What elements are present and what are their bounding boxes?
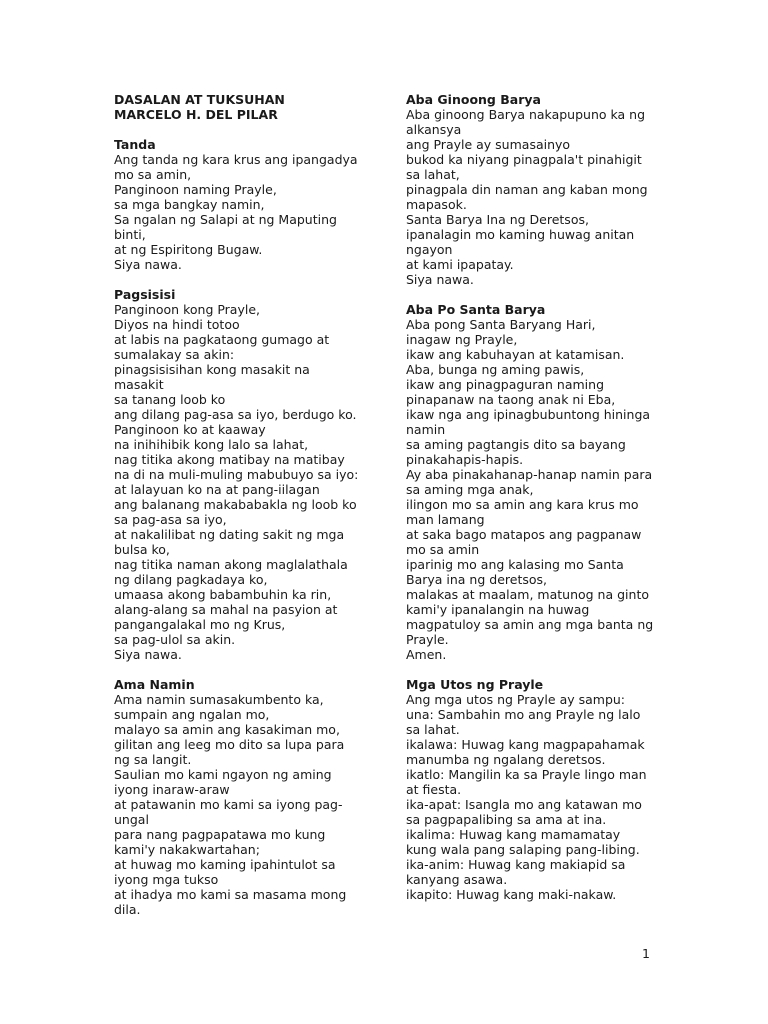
text-line: ang Prayle ay sumasainyo (406, 137, 571, 152)
text-line: sa aming mga anak, (406, 482, 534, 497)
right-sections (406, 92, 664, 902)
text-line: ng dilang pagkadaya ko, (114, 572, 268, 587)
prayer-section (114, 677, 374, 917)
text-line: at lalayuan ko na at pang-iilagan (114, 482, 320, 497)
text-line: sa tanang loob ko (114, 392, 226, 407)
text-line: Saulian mo kami ngayon ng aming (114, 767, 332, 782)
text-line: nag titika naman akong maglalathala (114, 557, 348, 572)
text-line: umaasa akong babambuhin ka rin, (114, 587, 332, 602)
text-line: sa pag-asa sa iyo, (114, 512, 227, 527)
section-title: Tanda (114, 137, 156, 152)
text-line: Ama namin sumasakumbento ka, (114, 692, 324, 707)
text-line: kami'y nakakwartahan; (114, 842, 260, 857)
text-line: mo sa amin, (114, 167, 192, 182)
text-line: Aba ginoong Barya nakapupuno ka ng (406, 107, 646, 122)
text-line: namin (406, 422, 446, 437)
text-line: kami'y ipanalangin na huwag (406, 602, 590, 617)
text-line: alang-alang sa mahal na pasyion at (114, 602, 338, 617)
text-line: sumpain ang ngalan mo, (114, 707, 270, 722)
text-line: sa pag-ulol sa akin. (114, 632, 236, 647)
text-line: alkansya (406, 122, 462, 137)
text-line: masakit (114, 377, 164, 392)
text-line: at nakalilibat ng dating sakit ng mga (114, 527, 345, 542)
text-line: iyong inaraw-araw (114, 782, 230, 797)
text-line: Amen. (406, 647, 447, 662)
page-number: 1 (642, 946, 650, 961)
text-line: binti, (114, 227, 146, 242)
text-line: at huwag mo kaming ipahintulot sa (114, 857, 336, 872)
text-line: ang balanang makababakla ng loob ko (114, 497, 357, 512)
text-line: Prayle. (406, 632, 449, 647)
section-title: Aba Ginoong Barya (406, 92, 541, 107)
text-line: Santa Barya Ina ng Deretsos, (406, 212, 589, 227)
text-line: ika-apat: Isangla mo ang katawan mo (406, 797, 642, 812)
section-title: Mga Utos ng Prayle (406, 677, 544, 692)
text-line: at ihadya mo kami sa masama mong (114, 887, 347, 902)
text-line: sumalakay sa akin: (114, 347, 235, 362)
text-line: pinakahapis-hapis. (406, 452, 524, 467)
text-line: Barya ina ng deretsos, (406, 572, 547, 587)
text-line: pinagsisisihan kong masakit na (114, 362, 310, 377)
text-line: Panginoon ko at kaaway (114, 422, 266, 437)
text-line: ngayon (406, 242, 453, 257)
text-line: mapasok. (406, 197, 467, 212)
text-line: at ng Espiritong Bugaw. (114, 242, 263, 257)
text-line: Panginoon kong Prayle, (114, 302, 261, 317)
text-line: ikatlo: Mangilin ka sa Prayle lingo man (406, 767, 647, 782)
prayer-section (406, 677, 664, 902)
text-line: Ang tanda ng kara krus ang ipangadya (114, 152, 358, 167)
text-line: sa lahat, (406, 167, 460, 182)
text-line: para nang pagpapatawa mo kung (114, 827, 326, 842)
section-title: Pagsisisi (114, 287, 176, 302)
section-title: Ama Namin (114, 677, 195, 692)
text-line: ikalima: Huwag kang mamamatay (406, 827, 621, 842)
text-line: pinapanaw na taong anak ni Eba, (406, 392, 616, 407)
text-line: at labis na pagkataong gumago at (114, 332, 330, 347)
text-line: pangangalakal mo ng Krus, (114, 617, 286, 632)
text-line: magpatuloy sa amin ang mga banta ng (406, 617, 654, 632)
text-line: Siya nawa. (406, 272, 474, 287)
right-column (406, 92, 664, 917)
text-line: Siya nawa. (114, 647, 182, 662)
text-line: at saka bago matapos ang pagpanaw (406, 527, 642, 542)
prayer-section (114, 287, 374, 662)
text-line: manumba ng ngalang deretsos. (406, 752, 606, 767)
text-line: inagaw ng Prayle, (406, 332, 518, 347)
text-line: Ay aba pinakahanap-hanap namin para (406, 467, 653, 482)
text-line: Ang mga utos ng Prayle ay sampu: (406, 692, 626, 707)
text-line: na inihihibik kong lalo sa lahat, (114, 437, 309, 452)
text-line: ikaw nga ang ipinagbubuntong hininga (406, 407, 651, 422)
text-line: ikalawa: Huwag kang magpapahamak (406, 737, 645, 752)
text-line: dila. (114, 902, 141, 917)
document-title: DASALAN AT TUKSUHAN (114, 92, 285, 107)
text-line: ikaw ang pinagpaguran naming (406, 377, 604, 392)
text-line: Siya nawa. (114, 257, 182, 272)
text-line: Diyos na hindi totoo (114, 317, 240, 332)
text-line: bulsa ko, (114, 542, 170, 557)
text-line: kanyang asawa. (406, 872, 508, 887)
section-title: Aba Po Santa Barya (406, 302, 546, 317)
text-line: sa mga bangkay namin, (114, 197, 265, 212)
text-line: ng sa langit. (114, 752, 192, 767)
text-line: ika-anim: Huwag kang makiapid sa (406, 857, 626, 872)
text-line: ikapito: Huwag kang maki-nakaw. (406, 887, 617, 902)
text-line: iyong mga tukso (114, 872, 219, 887)
text-line: ikaw ang kabuhayan at katamisan. (406, 347, 625, 362)
text-line: ipanalagin mo kaming huwag anitan (406, 227, 635, 242)
text-line: Aba pong Santa Baryang Hari, (406, 317, 596, 332)
text-line: nag titika akong matibay na matibay (114, 452, 345, 467)
text-line: man lamang (406, 512, 485, 527)
text-line: sa aming pagtangis dito sa bayang (406, 437, 626, 452)
text-line: una: Sambahin mo ang Prayle ng lalo (406, 707, 641, 722)
prayer-section (406, 302, 664, 662)
text-line: Sa ngalan ng Salapi at ng Maputing (114, 212, 337, 227)
document-header (114, 92, 374, 122)
text-line: at fiesta. (406, 782, 462, 797)
prayer-section (114, 137, 374, 272)
text-line: ilingon mo sa amin ang kara krus mo (406, 497, 639, 512)
text-line: sa pagpapalibing sa ama at ina. (406, 812, 607, 827)
text-line: malayo sa amin ang kasakiman mo, (114, 722, 340, 737)
left-sections (114, 137, 374, 917)
text-line: Panginoon naming Prayle, (114, 182, 277, 197)
prayer-section (406, 92, 664, 287)
text-line: at patawanin mo kami sa iyong pag- (114, 797, 343, 812)
text-line: iparinig mo ang kalasing mo Santa (406, 557, 624, 572)
left-column (114, 92, 374, 932)
text-line: gilitan ang leeg mo dito sa lupa para (114, 737, 345, 752)
text-line: bukod ka niyang pinagpala't pinahigit (406, 152, 642, 167)
text-line: mo sa amin (406, 542, 480, 557)
text-line: sa lahat. (406, 722, 460, 737)
text-line: malakas at maalam, matunog na ginto (406, 587, 649, 602)
document-author: MARCELO H. DEL PILAR (114, 107, 278, 122)
text-line: Aba, bunga ng aming pawis, (406, 362, 585, 377)
text-line: pinagpala din naman ang kaban mong (406, 182, 648, 197)
text-line: at kami ipapatay. (406, 257, 514, 272)
text-line: ungal (114, 812, 149, 827)
text-line: kung wala pang salaping pang-libing. (406, 842, 640, 857)
text-line: na di na muli-muling mabubuyo sa iyo: (114, 467, 359, 482)
text-line: ang dilang pag-asa sa iyo, berdugo ko. (114, 407, 357, 422)
